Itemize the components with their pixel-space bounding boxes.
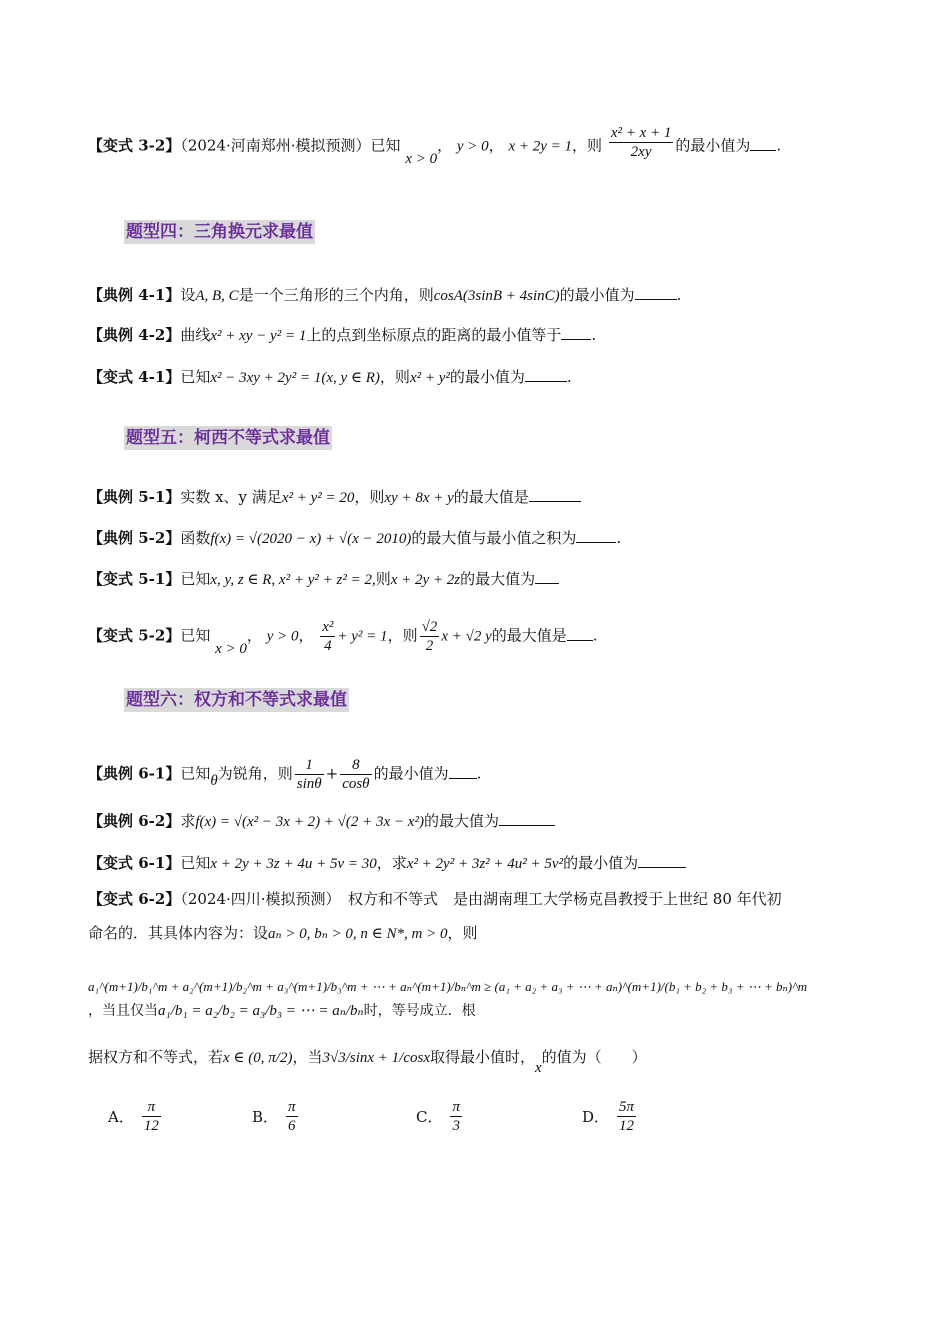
text: 为锐角，则 — [217, 764, 293, 783]
problem-tag: 【变式 5-1】 — [88, 570, 181, 588]
math: aₙ > 0, bₙ > 0, n ∈ N*, m > 0 — [268, 926, 448, 942]
text: 命名的．其具体内容为：设 — [88, 924, 269, 942]
problem-tag: 【典例 6-2】 — [88, 812, 181, 830]
text: 则 — [375, 570, 391, 588]
math: + y² = 1 — [337, 628, 388, 645]
fraction — [617, 1098, 636, 1135]
text: 的最大值是 — [491, 626, 567, 645]
problem-d4-1: 【典例 4-1】设A, B, C是一个三角形的三个内角，则cosA(3sinB + 4sinC)的最小值为 . — [88, 286, 682, 304]
problem-tag: 【典例 5-1】 — [88, 488, 181, 506]
text: 求 — [180, 812, 196, 830]
problem-v6-2-line1 — [88, 888, 860, 910]
denominator: 4 — [324, 638, 332, 654]
problem-d6-2 — [88, 810, 860, 833]
numerator: π — [288, 1099, 296, 1115]
problem-v6-1 — [88, 852, 860, 875]
denominator: 2xy — [630, 144, 652, 160]
text: 的最大值是 — [453, 488, 529, 506]
condition-x: x > 0 — [215, 640, 247, 657]
condition-sum: x + 2y = 1 — [508, 138, 573, 155]
text: 据权方和不等式，若 — [88, 1048, 224, 1066]
fraction — [450, 1098, 462, 1135]
numerator: x² + x + 1 — [610, 125, 672, 141]
answer-blank[interactable] — [561, 325, 591, 340]
text: 的值为（ ） — [541, 1048, 647, 1066]
problem-d5-1 — [88, 486, 860, 509]
text: 已知 — [180, 854, 211, 872]
fraction — [286, 1098, 298, 1135]
math: x² + y² = 20 — [281, 490, 355, 506]
fraction — [609, 124, 674, 161]
text: 的最小值为 — [675, 136, 751, 155]
answer-blank[interactable] — [638, 853, 686, 868]
fraction — [320, 618, 335, 655]
text: ，则 — [572, 136, 603, 155]
text: ，则 — [354, 488, 385, 506]
math: x² − 3xy + 2y² = 1(x, y ∈ R) — [210, 370, 380, 386]
math: x² + y² — [409, 370, 450, 386]
section-heading-6: 题型六：权方和不等式求最值 — [126, 690, 347, 710]
text: 设 — [180, 286, 196, 304]
math: cosA(3sinB + 4sinC) — [433, 288, 560, 304]
choice-c[interactable] — [416, 1098, 464, 1135]
problem-tag: 【变式 5-2】 — [88, 626, 181, 645]
math: x ∈ (0, π/2) — [223, 1050, 293, 1066]
text: 实数 x、y 满足 — [180, 488, 282, 506]
problem-v6-2-line3 — [88, 976, 860, 999]
answer-blank[interactable] — [635, 285, 677, 300]
text: ，当且仅当 — [88, 1003, 158, 1019]
choice-a[interactable] — [108, 1098, 163, 1135]
problem-v5-1 — [88, 568, 860, 591]
problem-v5-2: 【变式 5-2】已知 x > 0， y > 0， $\frac{\text{x²}}{4}$ + y² = 1，则 $\frac{√2}{2}$ x + √2 y的最大值是 . — [88, 619, 598, 657]
problem-v4-1: 【变式 4-1】已知x² − 3xy + 2y² = 1(x, y ∈ R)，则x² + y²的最小值为 . — [88, 368, 572, 386]
text: 的最小值为 — [449, 368, 525, 386]
choice-b[interactable] — [252, 1098, 300, 1135]
problem-tag: 【变式 3-2】 — [88, 136, 181, 155]
text: 函数 — [180, 529, 211, 547]
math: x + √2 y — [441, 628, 492, 645]
text: 是一个三角形的三个内角，则 — [238, 286, 434, 304]
problem-d4-2: 【典例 4-2】曲线x² + xy − y² = 1上的点到坐标原点的距离的最小值等于 . — [88, 326, 597, 344]
problem-source: （2024·四川·模拟预测） 权方和不等式 是由湖南理工大学杨克昌教授于上世纪 80 年代初 — [180, 890, 782, 908]
answer-blank[interactable] — [576, 528, 616, 543]
problem-d5-2: 【典例 5-2】函数f(x) = √(2020 − x) + √(x − 2010)的最大值与最小值之积为 . — [88, 529, 622, 547]
problem-source: （2024·河南郑州·模拟预测）已知 — [180, 136, 401, 155]
denominator: 12 — [143, 1118, 159, 1134]
numerator: x² — [322, 619, 334, 635]
text: 的最大值与最小值之积为 — [411, 529, 577, 547]
problem-tag: 【典例 4-2】 — [88, 326, 181, 344]
condition-y: y > 0 — [266, 628, 299, 645]
problem-v6-2-line4 — [88, 1046, 860, 1076]
weighted-power-inequality: a₁^(m+1)/b₁^m + a₂^(m+1)/b₂^m + a₃^(m+1)/b₃^m + ⋯ + aₙ^(m+1)/bₙ^m ≥ (a₁ + a₂ + a₃ + ⋯ + aₙ)^(m+1)/(b₁ + b₂ + b₃ + ⋯ + bₙ)^m — [88, 979, 807, 994]
math: x, y, z ∈ R, x² + y² + z² = 2, — [210, 572, 376, 588]
choice-label: A． — [108, 1108, 134, 1126]
math: x — [535, 1060, 542, 1076]
choice-label: B． — [252, 1108, 279, 1126]
problem-v3-2: 【变式 3-2】（2024·河南郑州·模拟预测）已知 x > 0， y > 0， x + 2y = 1，则 $\frac{\text{x² + x + 1}}{2xy}$ 的最小值为 . — [88, 125, 782, 167]
denominator: 2 — [425, 638, 434, 654]
choice-d[interactable] — [582, 1098, 638, 1135]
text: 已知 — [180, 368, 211, 386]
problem-tag: 【变式 4-1】 — [88, 368, 181, 386]
text: 曲线 — [180, 326, 211, 344]
fraction — [295, 756, 324, 793]
math: x + 2y + 3z + 4u + 5v = 30 — [210, 856, 377, 872]
answer-blank[interactable] — [535, 569, 559, 584]
section-heading-4: 题型四：三角换元求最值 — [126, 222, 313, 242]
math: x² + xy − y² = 1 — [210, 328, 307, 344]
text: 时，等号成立．根 — [363, 1003, 476, 1019]
problem-tag: 【典例 5-2】 — [88, 529, 181, 547]
text: 已知 — [180, 626, 211, 645]
text: 的最大值为 — [423, 812, 499, 830]
fraction — [420, 618, 440, 655]
fraction — [340, 756, 371, 793]
text: 的最小值为 — [563, 854, 639, 872]
math: x + 2y + 2z — [390, 572, 461, 588]
text: ，则 — [379, 368, 410, 386]
text: 已知 — [180, 570, 211, 588]
text: ，当 — [292, 1048, 323, 1066]
text: ，则 — [447, 924, 478, 942]
choice-label: C． — [416, 1108, 443, 1126]
answer-blank[interactable] — [449, 764, 477, 779]
numerator: 8 — [340, 756, 371, 775]
text: 的最小值为 — [559, 286, 635, 304]
math: f(x) = √(2020 − x) + √(x − 2010) — [210, 531, 412, 547]
fraction — [142, 1098, 161, 1135]
numerator: 5π — [619, 1099, 635, 1115]
equality-condition: a₁/b₁ = a₂/b₂ = a₃/b₃ = ⋯ = aₙ/bₙ — [158, 1003, 364, 1019]
problem-tag: 【典例 6-1】 — [88, 764, 181, 783]
text: 已知 — [180, 764, 211, 783]
text: 上的点到坐标原点的距离的最小值等于 — [306, 326, 562, 344]
text: ，则 — [387, 626, 418, 645]
problem-tag: 【变式 6-2】 — [88, 890, 181, 908]
section-heading-5: 题型五：柯西不等式求最值 — [126, 428, 330, 448]
problem-v6-2-line3b — [88, 1000, 860, 1022]
problem-d6-1: 【典例 6-1】已知θ为锐角，则 $\frac{1}{\sin\theta}$ + $\frac{8}{\cos\theta}$ 的最小值为 . — [88, 757, 482, 792]
condition-x: x > 0 — [405, 150, 438, 167]
numerator: 1 — [295, 756, 324, 775]
answer-blank[interactable] — [750, 136, 776, 151]
math: x² + 2y² + 3z² + 4u² + 5v² — [406, 856, 564, 872]
math: θ — [210, 772, 218, 789]
choice-label: D． — [582, 1108, 610, 1126]
math: A, B, C — [195, 288, 239, 304]
answer-blank[interactable] — [567, 626, 593, 641]
problem-tag: 【变式 6-1】 — [88, 854, 181, 872]
numerator: π — [142, 1098, 161, 1117]
text: 取得最小值时， — [429, 1048, 535, 1066]
math: 3√3/sinx + 1/cosx — [322, 1050, 430, 1066]
answer-blank[interactable] — [529, 487, 581, 502]
answer-blank[interactable] — [525, 367, 567, 382]
numerator: √2 — [421, 619, 438, 635]
denominator: cosθ — [342, 776, 370, 792]
denominator: sinθ — [296, 776, 322, 792]
problem-tag: 【典例 4-1】 — [88, 286, 181, 304]
denominator: 12 — [619, 1118, 635, 1134]
denominator: 6 — [288, 1118, 296, 1134]
text: ，求 — [376, 854, 407, 872]
denominator: 3 — [452, 1118, 460, 1134]
answer-blank[interactable] — [499, 811, 555, 826]
math: xy + 8x + y — [384, 490, 454, 506]
text: 的最小值为 — [373, 764, 449, 783]
condition-y: y > 0 — [456, 138, 489, 155]
problem-v6-2-line2 — [88, 922, 860, 945]
numerator: π — [452, 1099, 460, 1115]
text: 的最大值为 — [460, 570, 536, 588]
math: f(x) = √(x² − 3x + 2) + √(2 + 3x − x²) — [195, 814, 424, 830]
